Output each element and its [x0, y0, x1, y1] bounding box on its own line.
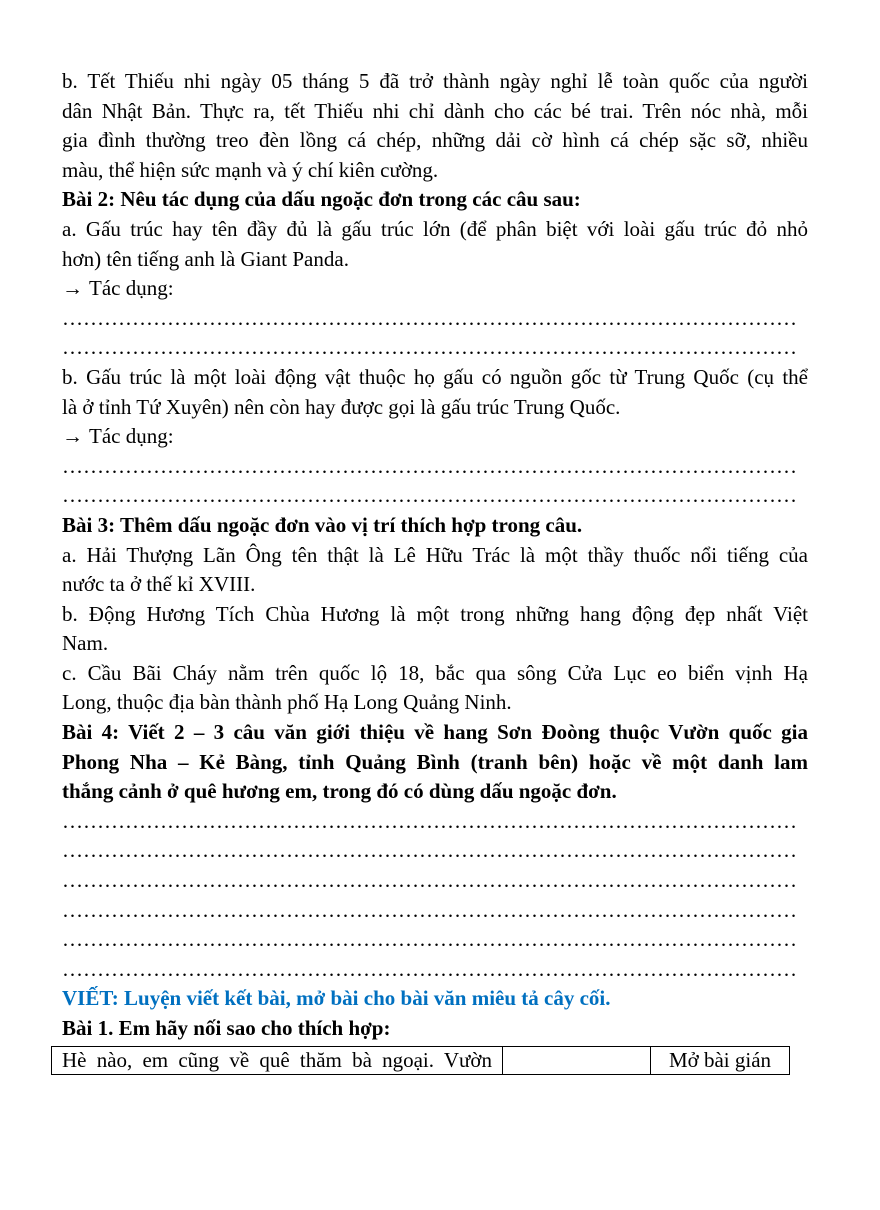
effect-label-row	[62, 274, 808, 304]
exercise-2b-text: là ở tỉnh Tứ Xuyên) nên còn hay được gọi là gấu trúc Trung Quốc.	[62, 394, 621, 419]
answer-line[interactable]: ……………………………………………………………………………………………	[62, 927, 797, 952]
answer-line[interactable]: ……………………………………………………………………………………………	[62, 868, 797, 893]
exercise-2-title: Bài 2: Nêu tác dụng của dấu ngoặc đơn trong các câu sau:	[62, 187, 581, 212]
arrow-right-icon: →	[62, 424, 83, 449]
exercise-3a-text: a. Hải Thượng Lãn Ông tên thật là Lê Hữu Trác là một thầy thuốc nổi tiếng của	[62, 542, 808, 567]
answer-line[interactable]: ……………………………………………………………………………………………	[62, 897, 797, 922]
effect-label: Tác dụng:	[89, 276, 174, 301]
matching-table	[51, 1046, 790, 1075]
answer-line[interactable]: ……………………………………………………………………………………………	[62, 808, 797, 833]
exercise-4-title: Phong Nha – Kẻ Bàng, tỉnh Quảng Bình (tranh bên) hoặc về một danh lam	[62, 749, 808, 774]
answer-line[interactable]: ……………………………………………………………………………………………	[62, 335, 797, 360]
exercise-4-title: Bài 4: Viết 2 – 3 câu văn giới thiệu về hang Sơn Đoòng thuộc Vườn quốc gia	[62, 720, 808, 745]
answer-line[interactable]: ……………………………………………………………………………………………	[62, 453, 797, 478]
exercise-3c-text: c. Cầu Bãi Cháy nằm trên quốc lộ 18, bắc qua sông Cửa Lục eo biển vịnh Hạ	[62, 660, 808, 685]
text-line: màu, thể hiện sức mạnh và ý chí kiên cường.	[62, 157, 439, 182]
exercise-2a-text: hơn) tên tiếng anh là Giant Panda.	[62, 246, 349, 271]
exercise-2b-text: b. Gấu trúc là một loài động vật thuộc họ gấu có nguồn gốc từ Trung Quốc (cụ thể	[62, 364, 808, 389]
table-row	[52, 1047, 790, 1075]
exercise-3b-text: b. Động Hương Tích Chùa Hương là một trong những hang động đẹp nhất Việt	[62, 601, 808, 626]
answer-line[interactable]: ……………………………………………………………………………………………	[62, 305, 797, 330]
exercise-3b-text: Nam.	[62, 631, 109, 656]
exercise-3c-text: Long, thuộc địa bàn thành phố Hạ Long Quảng Ninh.	[62, 690, 512, 715]
effect-label: Tác dụng:	[89, 424, 174, 449]
exercise-3a-text: nước ta ở thế kỉ XVIII.	[62, 572, 256, 597]
worksheet-page	[62, 67, 808, 1044]
arrow-right-icon: →	[62, 276, 83, 301]
connector-cell[interactable]	[503, 1047, 651, 1075]
answer-line[interactable]: ……………………………………………………………………………………………	[62, 838, 797, 863]
writing-section-heading: VIẾT: Luyện viết kết bài, mở bài cho bài văn miêu tả cây cối.	[62, 986, 611, 1011]
text-line: dân Nhật Bản. Thực ra, tết Thiếu nhi chỉ dành cho các bé trai. Trên nóc nhà, mỗi	[62, 98, 808, 123]
exercise-3-title: Bài 3: Thêm dấu ngoặc đơn vào vị trí thích hợp trong câu.	[62, 512, 583, 537]
answer-line[interactable]: ……………………………………………………………………………………………	[62, 483, 797, 508]
exercise-4-title: thắng cảnh ở quê hương em, trong đó có dùng dấu ngoặc đơn.	[62, 779, 617, 804]
answer-line[interactable]: ……………………………………………………………………………………………	[62, 956, 797, 981]
paragraph-cell: Hè nào, em cũng về quê thăm bà ngoại. Vườn	[52, 1047, 503, 1075]
exercise-2a-text: a. Gấu trúc hay tên đầy đủ là gấu trúc lớn (để phân biệt với loài gấu trúc đỏ nhỏ	[62, 216, 808, 241]
text-line: gia đình thường treo đèn lồng cá chép, những dải cờ hình cá chép sặc sỡ, nhiều	[62, 128, 808, 153]
type-cell: Mở bài gián	[651, 1047, 790, 1075]
writing-exercise-1-title: Bài 1. Em hãy nối sao cho thích hợp:	[62, 1016, 391, 1040]
effect-label-row	[62, 422, 808, 452]
text-line: b. Tết Thiếu nhi ngày 05 tháng 5 đã trở thành ngày nghỉ lễ toàn quốc của người	[62, 69, 808, 93]
